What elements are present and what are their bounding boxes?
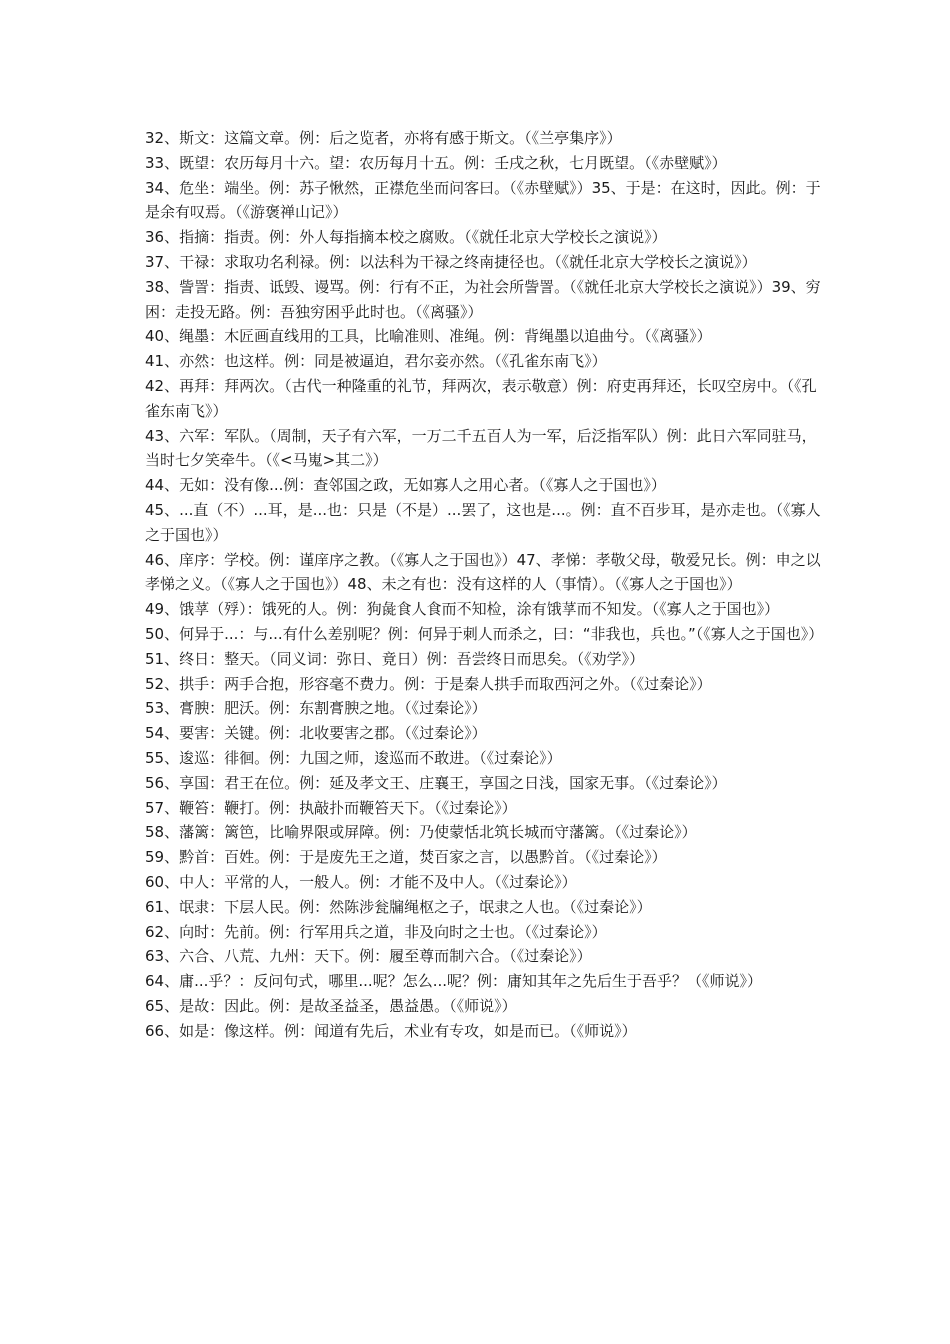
entry-41: 41、亦然：也这样。例：同是被逼迫，君尔妾亦然。（《孔雀东南飞》）	[145, 352, 607, 371]
entry-33: 33、既望：农历每月十六。望：农历每月十五。例：壬戌之秋，七月既望。（《赤壁赋》）	[145, 153, 727, 172]
entry-62: 62、向时：先前。例：行军用兵之道，非及向时之士也。（《过秦论》）	[145, 922, 607, 941]
entry-60: 60、中人：平常的人，一般人。例：才能不及中人。（《过秦论》）	[145, 872, 577, 891]
entry-38-39: 38、訾詈：指责、诋毁、谩骂。例：行有不正，为社会所訾詈。（《就任北京大学校长之演说》）39、穷困：走投无路。例：吾独穷困乎此时也。（《离骚》）	[145, 277, 821, 321]
entry-61: 61、氓隶：下层人民。例：然陈涉瓮牖绳枢之子，氓隶之人也。（《过秦论》）	[145, 897, 652, 916]
entry-40: 40、绳墨：木匠画直线用的工具，比喻准则、准绳。例：背绳墨以追曲兮。（《离骚》）	[145, 327, 712, 346]
entry-52: 52、拱手：两手合抱，形容毫不费力。例：于是秦人拱手而取西河之外。（《过秦论》）	[145, 674, 712, 693]
entry-65: 65、是故：因此。例：是故圣益圣，愚益愚。（《师说》）	[145, 996, 517, 1015]
entry-56: 56、享国：君王在位。例：延及孝文王、庄襄王，享国之日浅，国家无事。（《过秦论》）	[145, 773, 727, 792]
entry-34-35: 34、危坐：端坐。例：苏子愀然，正襟危坐而问客曰。（《赤壁赋》）35、于是：在这时，因此。例：于是余有叹焉。（《游褒禅山记》）	[145, 178, 821, 222]
entry-45: 45、...直（不）...耳，是...也：只是（不是）...罢了，这也是...。例：直不百步耳，是亦走也。（《寡人之于国也》）	[145, 500, 821, 544]
entry-44: 44、无如：没有像...例：查邻国之政，无如寡人之用心者。（《寡人之于国也》）	[145, 476, 666, 495]
entry-57: 57、鞭笞：鞭打。例：执敲扑而鞭笞天下。（《过秦论》）	[145, 798, 517, 817]
entry-32: 32、斯文：这篇文章。例：后之览者，亦将有感于斯文。（《兰亭集序》）	[145, 129, 622, 147]
entry-55: 55、逡巡：徘徊。例：九国之师，逡巡而不敢进。（《过秦论》）	[145, 748, 562, 767]
entry-42: 42、再拜：拜两次。（古代一种隆重的礼节，拜两次，表示敬意）例：府吏再拜还，长叹空房中。（《孔雀东南飞》）	[145, 376, 817, 420]
entry-59: 59、黔首：百姓。例：于是废先王之道，焚百家之言，以愚黔首。（《过秦论》）	[145, 848, 667, 867]
entry-46-48: 46、庠序：学校。例：谨庠序之教。（《寡人之于国也》）47、孝悌：孝敬父母，敬爱兄长。例：申之以孝悌之义。（《寡人之于国也》）48、未之有也：没有这样的人（事情）。（《寡人之于国也》）	[145, 550, 821, 594]
entry-54: 54、要害：关键。例：北收要害之郡。（《过秦论》）	[145, 724, 487, 743]
entry-36: 36、指摘：指责。例：外人每指摘本校之腐败。（《就任北京大学校长之演说》）	[145, 228, 667, 247]
entry-63: 63、六合、八荒、九州：天下。例：履至尊而制六合。（《过秦论》）	[145, 947, 592, 966]
entry-37: 37、干禄：求取功名利禄。例：以法科为干禄之终南捷径也。（《就任北京大学校长之演说》）	[145, 252, 757, 271]
entry-43: 43、六军：军队。（周制，天子有六军，一万二千五百人为一军，后泛指军队）例：此日六军同驻马，当时七夕笑牵牛。（《<马嵬>其二》）	[145, 426, 817, 470]
entry-49: 49、饿莩（殍）：饿死的人。例：狗彘食人食而不知检，涂有饿莩而不知发。（《寡人之于国也》）	[145, 600, 780, 619]
document-body	[145, 126, 825, 1043]
entry-50: 50、何异于...：与...有什么差别呢？例：何异于刺人而杀之，曰：“非我也，兵也。”（《寡人之于国也》）	[145, 624, 824, 643]
entry-58: 58、藩篱：篱笆，比喻界限或屏障。例：乃使蒙恬北筑长城而守藩篱。（《过秦论》）	[145, 823, 697, 842]
entry-66: 66、如是：像这样。例：闻道有先后，术业有专攻，如是而已。（《师说》）	[145, 1021, 637, 1040]
entry-53: 53、膏腴：肥沃。例：东割膏腴之地。（《过秦论》）	[145, 699, 487, 718]
entry-51: 51、终日：整天。（同义词：弥日、竟日）例：吾尝终日而思矣。（《劝学》）	[145, 649, 645, 668]
entry-64: 64、庸...乎？：反问句式，哪里...呢？怎么...呢？例：庸知其年之先后生于吾乎？（《师说》）	[145, 972, 763, 991]
